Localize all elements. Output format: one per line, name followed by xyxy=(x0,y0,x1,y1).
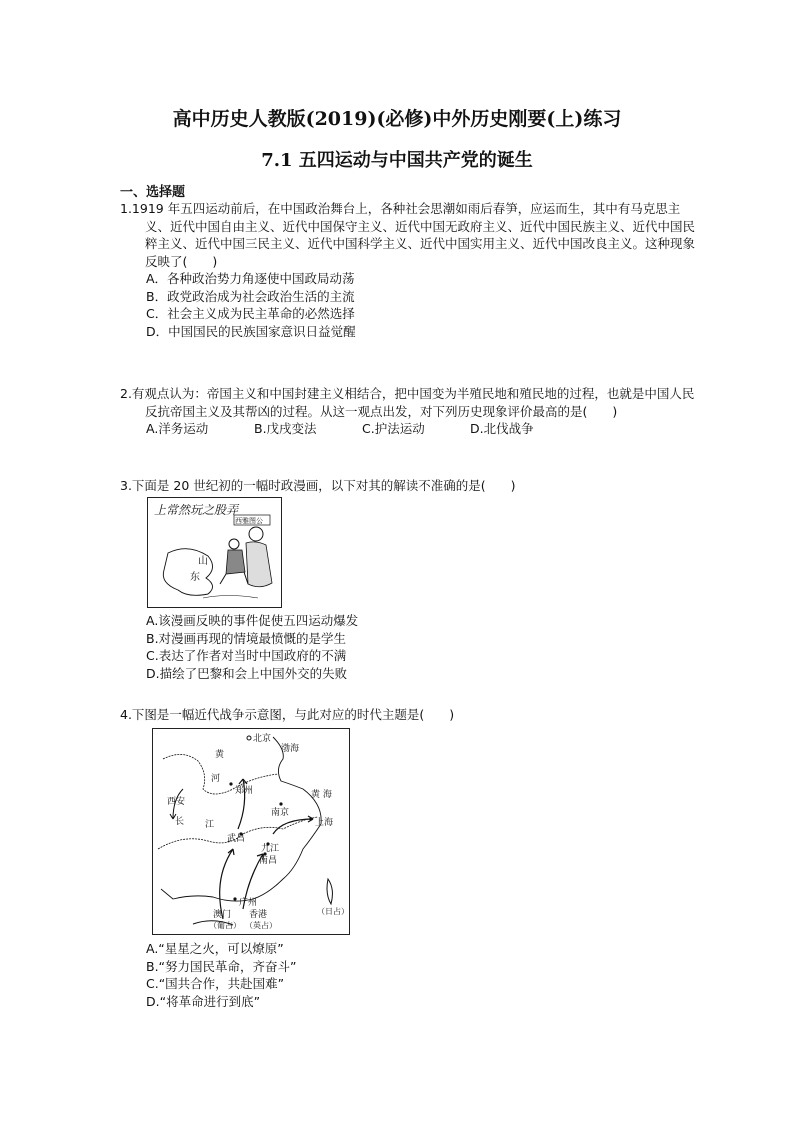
option-a[interactable]: A．各种政治势力角逐使中国政局动荡 xyxy=(146,271,355,286)
question-4-options xyxy=(120,940,700,1010)
svg-text:（葡占）: （葡占） xyxy=(209,921,241,930)
svg-text:（英占）: （英占） xyxy=(245,921,277,930)
svg-text:山: 山 xyxy=(198,556,208,567)
svg-text:黄 海: 黄 海 xyxy=(311,790,332,800)
question-3-options xyxy=(120,612,700,682)
svg-text:河: 河 xyxy=(211,774,221,784)
svg-text:北京: 北京 xyxy=(253,734,272,744)
svg-text:西安: 西安 xyxy=(167,797,186,807)
political-cartoon xyxy=(147,497,282,608)
option-a[interactable]: A.洋务运动 xyxy=(146,421,209,436)
lesson-title: 7.1 五四运动与中国共产党的诞生 xyxy=(261,150,533,171)
svg-text:郑州: 郑州 xyxy=(235,786,254,796)
question-1 xyxy=(120,200,700,340)
option-b[interactable]: B.对漫画再现的情境最愤慨的是学生 xyxy=(146,630,347,646)
svg-text:上海: 上海 xyxy=(315,818,334,828)
option-c[interactable]: C．社会主义成为民主革命的必然选择 xyxy=(146,306,355,321)
svg-text:黄: 黄 xyxy=(215,750,225,760)
cartoon-title-line1: 上常然玩之股弄 xyxy=(154,503,239,517)
option-d[interactable]: D.描绘了巴黎和会上中国外交的失败 xyxy=(146,665,348,681)
options-row xyxy=(120,420,700,438)
question-4 xyxy=(120,706,700,724)
svg-text:南昌: 南昌 xyxy=(259,856,278,866)
option-b[interactable]: B．政党政治成为社会政治生活的主流 xyxy=(146,288,355,304)
section-heading: 一、选择题 xyxy=(120,185,186,200)
war-map xyxy=(152,728,350,935)
svg-text:（日占）: （日占） xyxy=(317,907,349,916)
option-d[interactable]: D.“将革命进行到底” xyxy=(146,993,261,1009)
svg-text:长: 长 xyxy=(175,817,185,827)
question-stem: 2.有观点认为：帝国主义和中国封建主义相结合，把中国变为半殖民地和殖民地的过程，也就是中国人民反抗帝国主义及其帮凶的过程。从这一观点出发，对下列历史现象评价最高的是( ) xyxy=(120,386,695,419)
svg-text:九江: 九江 xyxy=(261,844,280,854)
option-a[interactable]: A.“星星之火，可以燎原” xyxy=(146,941,284,956)
question-3 xyxy=(120,477,700,495)
option-a[interactable]: A.该漫画反映的事件促使五四运动爆发 xyxy=(146,613,359,628)
svg-text:澳门: 澳门 xyxy=(213,910,232,920)
option-d[interactable]: D．中国国民的民族国家意识日益觉醒 xyxy=(146,323,356,339)
svg-text:广州: 广州 xyxy=(239,898,258,908)
question-stem: 4.下图是一幅近代战争示意图，与此对应的时代主题是( ) xyxy=(120,707,455,722)
option-c[interactable]: C.护法运动 xyxy=(362,421,425,436)
svg-text:渤海: 渤海 xyxy=(281,744,300,754)
page-title: 高中历史人教版(2019)(必修)中外历史刚要(上)练习 xyxy=(172,108,622,130)
svg-text:南京: 南京 xyxy=(271,808,290,818)
question-stem: 1.1919 年五四运动前后，在中国政治舞台上，各种社会思潮如雨后春笋，应运而生，其中有马克思主义、近代中国自由主义、近代中国保守主义、近代中国无政府主义、近代中国民族主义、近代中国民粹主义、近代中国三民主义、近代中国科学主义、近代中国实用主义、近代中国改良主义。这种现象反映了( ) xyxy=(120,201,696,269)
question-2 xyxy=(120,385,700,438)
option-d[interactable]: D.北伐战争 xyxy=(470,421,534,436)
svg-text:东: 东 xyxy=(190,572,200,583)
question-stem: 3.下面是 20 世纪初的一幅时政漫画，以下对其的解读不准确的是( ) xyxy=(120,478,516,493)
svg-text:武昌: 武昌 xyxy=(227,834,246,844)
svg-text:香港: 香港 xyxy=(249,910,268,920)
svg-text:江: 江 xyxy=(205,820,215,830)
option-c[interactable]: C.“国共合作，共赴国难” xyxy=(146,976,285,991)
option-b[interactable]: B.戊戌变法 xyxy=(254,421,317,436)
option-c[interactable]: C.表达了作者对当时中国政府的不满 xyxy=(146,648,347,663)
cartoon-tag: 西雅图公 xyxy=(235,517,263,525)
option-b[interactable]: B.“努力国民革命，齐奋斗” xyxy=(146,958,297,974)
